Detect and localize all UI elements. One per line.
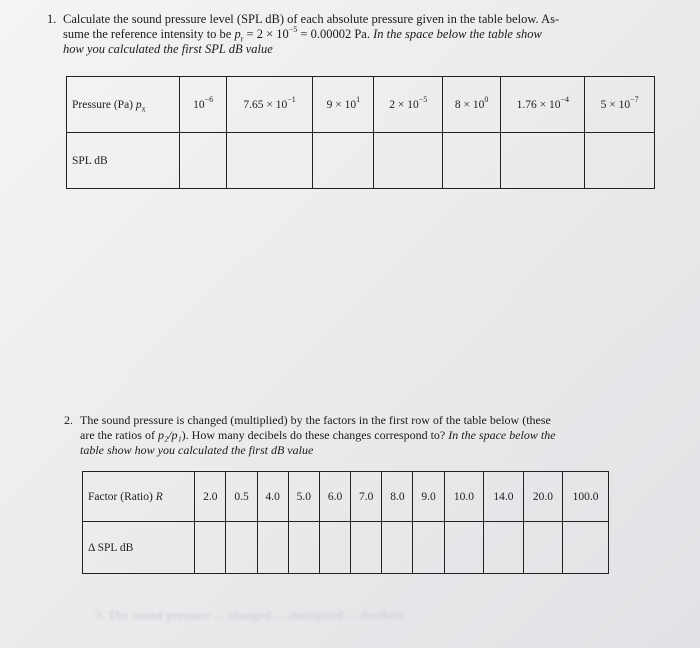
q1-reference-var: p <box>234 27 241 41</box>
delta-spl-answer-cell <box>382 522 413 574</box>
pressure-cell: $9 \times 10^1$ <box>313 77 374 133</box>
delta-spl-answer-cell <box>226 522 257 574</box>
factor-row-label: Factor (Ratio) R <box>83 472 195 522</box>
factor-cell: 0.5 <box>226 472 257 522</box>
spl-answer-cell <box>226 133 312 189</box>
delta-spl-answer-cell <box>444 522 484 574</box>
question-1 <box>47 12 687 62</box>
spl-answer-cell <box>180 133 227 189</box>
question-1-number: 1. <box>47 12 57 26</box>
q1-instruction-a: In the space below the table show <box>373 27 542 41</box>
q1-line2-text-c: = 0.00002 Pa. <box>297 27 374 41</box>
q2-line2-text-a: are the ratios of <box>80 428 158 442</box>
q1-line2-text-a: sume the reference intensity to be <box>63 27 235 41</box>
spl-answer-cell <box>313 133 374 189</box>
factor-cell: 14.0 <box>484 472 524 522</box>
delta-spl-answer-cell <box>351 522 382 574</box>
delta-spl-answer-cell <box>413 522 444 574</box>
factor-row <box>83 472 609 522</box>
q1-reference-exp: −5 <box>288 24 298 34</box>
question-1-line-3 <box>63 42 683 57</box>
question-1-line-2 <box>63 24 683 44</box>
factor-cell: 7.0 <box>351 472 382 522</box>
q1-line2-text-b: = 2 × 10 <box>243 27 289 41</box>
question-2-number: 2. <box>64 413 73 427</box>
pressure-cell: $7.65 \times 10^{-1}$ <box>226 77 312 133</box>
question-2 <box>64 413 684 463</box>
delta-spl-answer-cell <box>195 522 226 574</box>
q1-instruction-b: how you calculated the first SPL dB value <box>63 42 273 56</box>
spl-answer-cell <box>443 133 501 189</box>
pressure-row-label: Pressure (Pa) $p_x$ <box>67 77 180 133</box>
pressure-cell: $1.76 \times 10^{-4}$ <box>501 77 585 133</box>
factor-table <box>82 471 609 574</box>
factor-cell: 100.0 <box>563 472 609 522</box>
spl-row <box>67 133 655 189</box>
delta-spl-answer-cell <box>257 522 288 574</box>
factor-cell: 4.0 <box>257 472 288 522</box>
factor-cell: 10.0 <box>444 472 484 522</box>
question-2-line-2 <box>80 428 680 443</box>
factor-cell: 2.0 <box>195 472 226 522</box>
factor-cell: 5.0 <box>288 472 319 522</box>
q2-line2-text-b: ). How many decibels do these changes correspond to? <box>181 428 449 442</box>
pressure-row <box>67 77 655 133</box>
question-2-line-1: The sound pressure is changed (multiplied) by the factors in the first row of the table below (these <box>80 413 551 427</box>
spl-row-label: SPL dB <box>67 133 180 189</box>
pressure-cell: $10^{-6}$ <box>180 77 227 133</box>
q2-ratio: p₂/p₁ <box>157 428 182 442</box>
delta-spl-answer-cell <box>288 522 319 574</box>
delta-spl-answer-cell <box>484 522 524 574</box>
factor-cell: 6.0 <box>319 472 350 522</box>
factor-cell: 8.0 <box>382 472 413 522</box>
question-1-line-1: Calculate the sound pressure level (SPL dB) of each absolute pressure given in the table below. As- <box>63 12 560 26</box>
delta-spl-answer-cell <box>563 522 609 574</box>
spl-answer-cell <box>374 133 443 189</box>
delta-spl-row-label: Δ SPL dB <box>83 522 195 574</box>
pressure-cell: $5 \times 10^{-7}$ <box>585 77 655 133</box>
factor-cell: 9.0 <box>413 472 444 522</box>
q2-instruction-b: table show how you calculated the first dB value <box>80 443 314 457</box>
question-2-line-3 <box>80 443 680 458</box>
delta-spl-answer-cell <box>523 522 563 574</box>
spl-answer-cell <box>585 133 655 189</box>
q2-instruction-a: In the space below the <box>448 428 556 442</box>
pressure-table <box>66 76 655 189</box>
spl-answer-cell <box>501 133 585 189</box>
delta-spl-row <box>83 522 609 574</box>
delta-spl-answer-cell <box>319 522 350 574</box>
bleed-through-text: 3. The sound pressure ... changed ... multiplied ... decibels <box>95 608 405 622</box>
pressure-cell: $2 \times 10^{-5}$ <box>374 77 443 133</box>
q1-reference-sub: r <box>240 34 244 44</box>
factor-cell: 20.0 <box>523 472 563 522</box>
pressure-cell: $8 \times 10^0$ <box>443 77 501 133</box>
